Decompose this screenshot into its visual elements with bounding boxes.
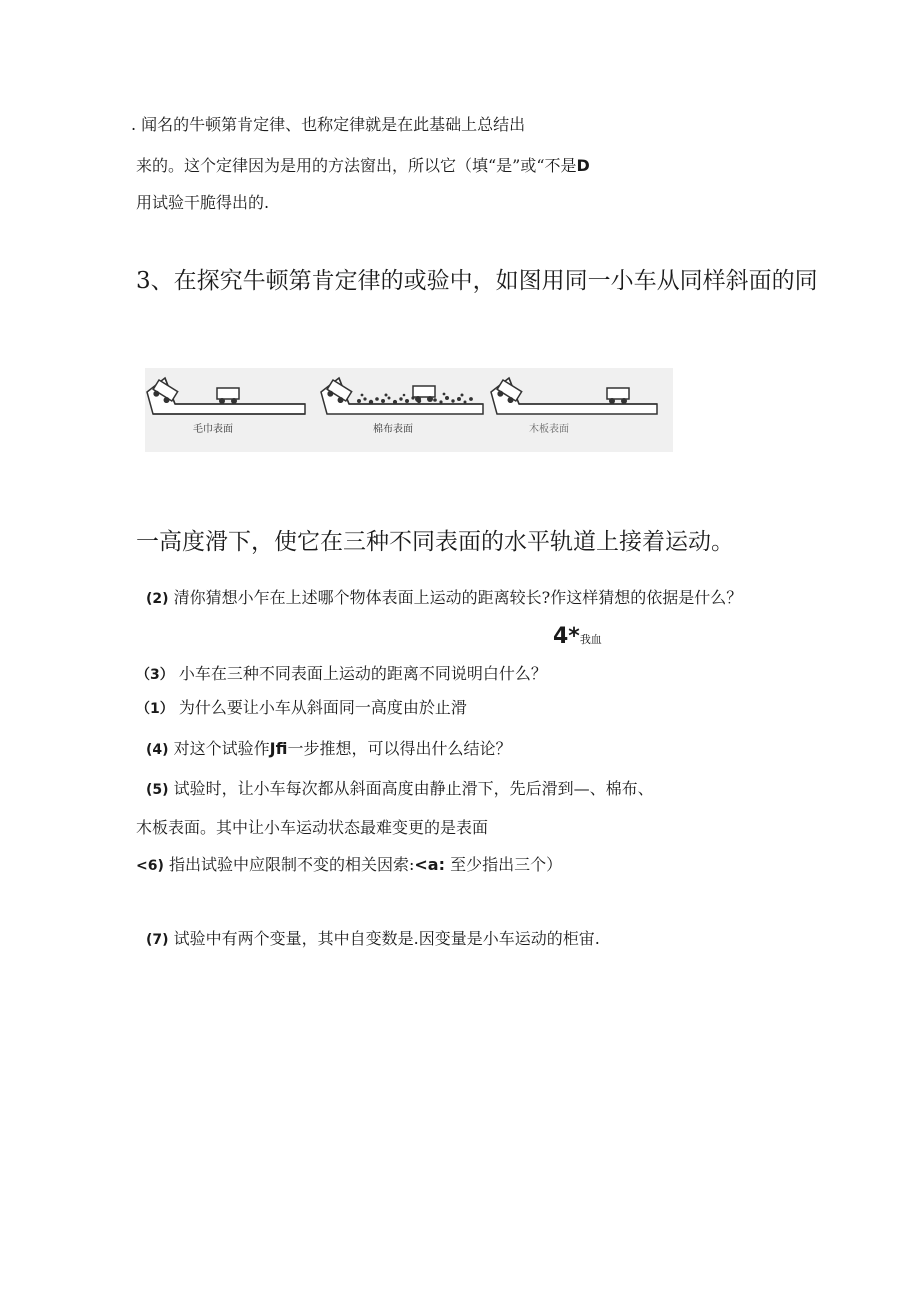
sub-question-7 <box>146 926 600 949</box>
sub-question-7-number: (7) <box>146 932 169 948</box>
sub-question-5 <box>146 776 654 799</box>
intro-line-3: 用试验干脆得出的. <box>136 193 270 212</box>
question-3-continuation: 一高度滑下，使它在三种不同表面的水平轨道上接着运动。 <box>136 529 734 555</box>
intro-line-2-tail: D <box>576 156 590 175</box>
sub-question-4 <box>146 736 511 759</box>
sub-question-6 <box>136 852 562 875</box>
sub-question-6-text-a: 指出试验中应限制不变的相关因索: <box>168 855 415 874</box>
intro-line-2-main: 来的。这个定律因为是用的方法窗出，所以它（填“是”或“不是 <box>136 156 577 175</box>
intro-line-2 <box>136 153 590 176</box>
sub-question-5-text: 试验时，让小车每次都从斜面高度由静止滑下，先后滑到—、棉布、 <box>173 779 654 798</box>
sub-question-2 <box>146 585 742 608</box>
sub-question-6-text-bold: <a: <box>414 855 445 874</box>
panel-board <box>491 378 657 435</box>
sub-question-2-number: (2) <box>146 591 169 607</box>
sub-question-4-text-b: 一步推想，可以得出什么结论？ <box>287 739 512 758</box>
marginal-note-big: 4* <box>553 624 580 649</box>
cart-on-track-2 <box>413 386 435 402</box>
cart-on-track-1 <box>217 388 239 404</box>
panel-label-cotton: 棉布表面 <box>373 424 413 435</box>
sub-question-4-text-a: 对这个试验作 <box>173 739 270 758</box>
sub-question-4-number: (4) <box>146 742 169 758</box>
sub-question-3-text: 小车在三种不同表面上运动的距离不同说明白什么？ <box>178 664 547 683</box>
sub-question-7-text: 试验中有两个变量，其中自变数是.因变量是小车运动的柜宙. <box>173 929 600 948</box>
sub-question-1-number: （1） <box>136 701 174 717</box>
panel-label-towel: 毛巾表面 <box>193 424 233 435</box>
experiment-diagram <box>145 368 673 452</box>
sub-question-3 <box>136 661 547 684</box>
sub-question-2-text: 清你猜想小乍在上述哪个物体表面上运动的距离较长?作这样猜想的依据是什么？ <box>173 588 743 607</box>
marginal-note <box>553 624 602 649</box>
panel-towel <box>147 378 305 435</box>
sub-question-4-text-bold: Jfi <box>269 739 288 758</box>
cart-on-track-3 <box>607 388 629 404</box>
sub-question-6-number: <6) <box>136 858 164 874</box>
marginal-note-small: 我血 <box>579 633 602 646</box>
panel-label-board: 木板表面 <box>529 424 569 435</box>
intro-line-1: . 闻名的牛顿第肯定律、也称定律就是在此基础上总结出 <box>131 115 526 134</box>
sub-question-5-number: (5) <box>146 782 169 798</box>
sub-question-5-continuation: 木板表面。其中让小车运动状态最难变更的是表面 <box>136 818 489 837</box>
sub-question-6-text-b: 至少指出三个） <box>450 855 563 874</box>
sub-question-3-number: （3） <box>136 667 174 683</box>
sub-question-1 <box>136 695 467 718</box>
panel-cotton <box>321 378 483 435</box>
experiment-figure <box>145 368 673 452</box>
sub-question-1-text: 为什么要让小车从斜面同一高度由於止滑 <box>178 698 467 717</box>
question-3-lead: 3、在探究牛顿第肯定律的或验中，如图用同一小车从同样斜面的同 <box>136 268 818 294</box>
